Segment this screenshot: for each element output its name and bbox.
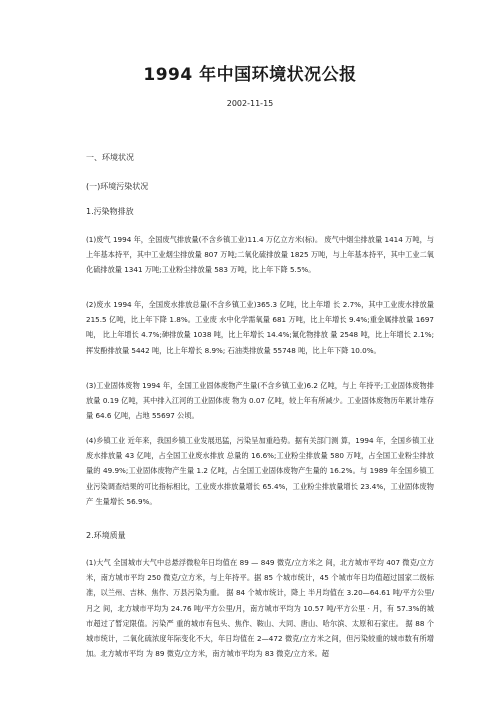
paragraph-air: (1)大气 全国城市大气中总悬浮微粒年日均值在 89 — 849 微克/立方米之 间，北方城市平均 407 微克/立方米，南方城市平均 250 微克/立方米，与上年持平。据 85 个城市统计，45 个城市年日均值超过国家二级标 准，以兰州、吉林、焦作、万县污染为重。 据 84 个城市统计，降上 半月均值在 3.20—64.61 吨/平方公里/月之 间，北方城市平均为 24.76 吨/平方公里/月，南方城市平均为 10.57 吨/平方公里 · 月，有 57.3%的城市超过了暂定限值。污染严 重的城市有包头、焦作、鞍山、大同、唐山、哈尔滨、太原和石家庄。 据 88 个城市统计，二氧化硫浓度年际变化不大，年日均值在 2—472 微克/立方米之间，但污染较重的城市数有所增加。北方城市平均 为 89 微克/立方米，南方城市平均为 83 微克/立方米。超 [86,558,434,659]
paragraph-waste-gas: (1)废气 1994 年，全国废气排放量(不含乡镇工业)11.4 万亿立方米(标)。 废气中烟尘排放量 1414 万吨，与上年基本持平，其中工业烟尘排放量 807 万吨;二氧化硫排放量 1825 万吨，与上年基本持平，其中工业二氧 化硫排放量 1341 万吨;工业粉尘排放量 583 万吨，比上年下降 5.5%。 [86,235,434,275]
item-heading-emissions: 1.污染物排放 [86,207,134,216]
section-heading: 一、环境状况 [86,153,134,162]
paragraph-waste-water: (2)废水 1994 年，全国废水排放总量(不含乡镇工业)365.3 亿吨，比上年增 长 2.7%，其中工业废水排放量 215.5 亿吨，比上年下降 1.8%。工业废 水中化学需氧量 681 万吨，比上年增长 9.4%;重金属排放量 1697 吨， 比上年增长 4.7%;砷排放量 1038 吨，比上年增长 14.4%;氰化物排放 量 2548 吨，比上年增长 2.1%;挥发酚排放量 5442 吨，比上年增长 8.9%; 石油类排放量 55748 吨，比上年下降 10.0%。 [86,300,434,355]
page-title: 1994 年中国环境状况公报 [143,65,357,85]
item-heading-env-quality: 2.环境质量 [86,531,126,540]
paragraph-township-industry: (4)乡镇工业 近年来，我国乡镇工业发展迅猛，污染呈加重趋势。据有关部门测 算，1994 年，全国乡镇工业废水排放量 43 亿吨，占全国工业废水排放 总量的 16.6%;工业粉尘排放量 580 万吨，占全国工业粉尘排放量的 49.9%;工业固体废物产生量 1.2 亿吨，占全国工业固体废物产生量的 16.2%。与 1989 年全国乡镇工业污染调查结果的可比指标相比，工业废水排放量增长 65.4%，工业粉尘排放量增长 23.4%，工业固体废物产 生量增长 56.9%。 [86,436,434,506]
publish-date: 2002-11-15 [226,99,274,108]
subsection-heading: (一)环境污染状况 [86,182,149,191]
paragraph-solid-waste: (3)工业固体废物 1994 年，全国工业固体废物产生量(不含乡镇工业)6.2 亿吨，与上 年持平;工业固体废物排放量 0.19 亿吨，其中排入江河的工业固体废 物为 0.07 亿吨，较上年有所减少。工业固体废物历年累计堆存量 64.6 亿吨，占地 55697 公顷。 [86,381,434,421]
